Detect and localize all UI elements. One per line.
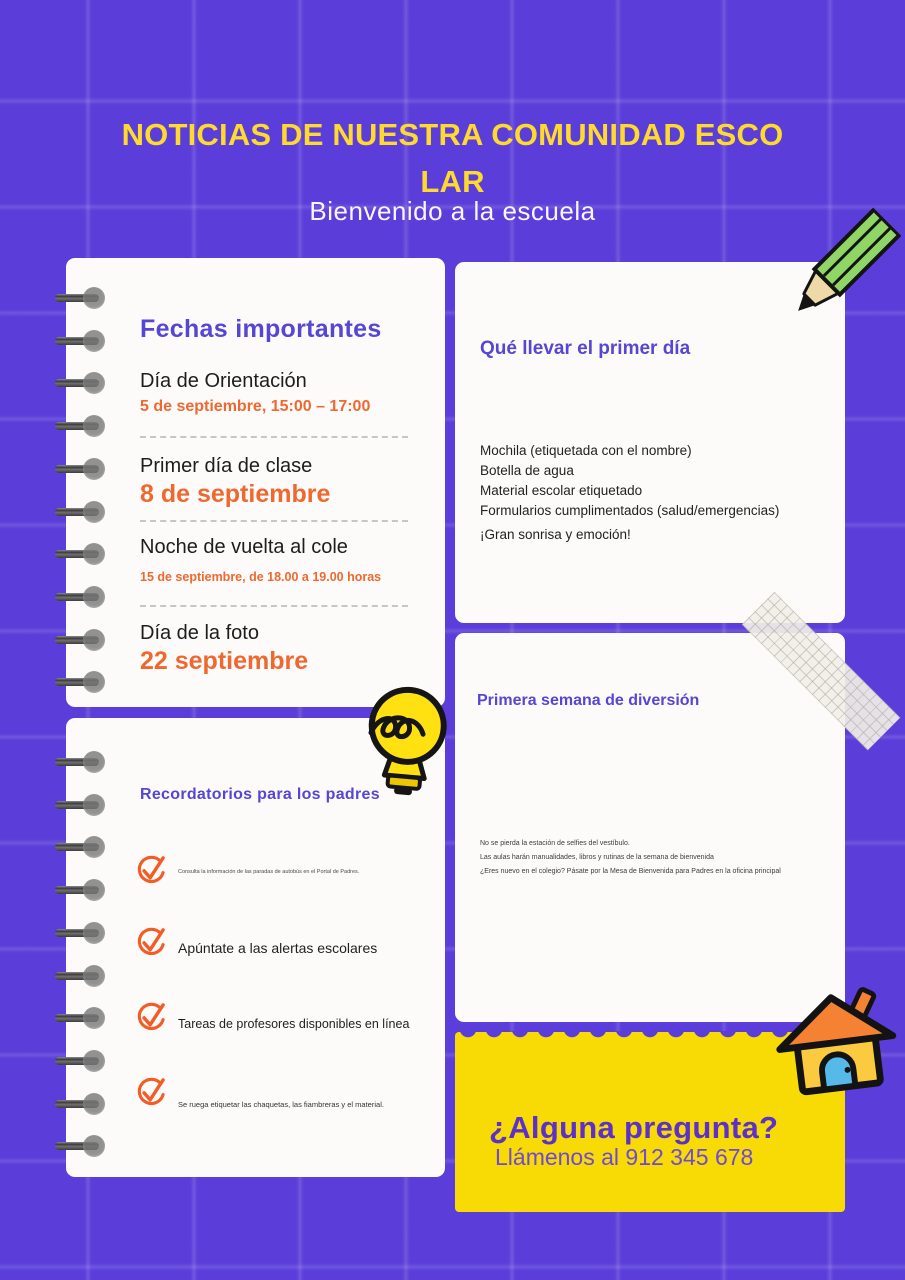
important-dates-card	[66, 258, 445, 707]
spiral-ring	[55, 879, 107, 901]
page-subtitle: Bienvenido a la escuela	[309, 196, 596, 226]
list-item: Botella de agua	[480, 463, 574, 478]
first-day-heading: Qué llevar el primer día	[480, 337, 691, 359]
spiral-ring	[55, 922, 107, 944]
check-circle-icon	[132, 1073, 170, 1111]
spiral-ring	[55, 671, 107, 693]
spiral-ring	[55, 1007, 107, 1029]
spiral-ring	[55, 836, 107, 858]
event-name: Día de Orientación	[140, 370, 307, 392]
page-title-line1: NOTICIAS DE NUESTRA COMUNIDAD ESCO	[121, 116, 784, 152]
spiral-ring	[55, 629, 107, 651]
spiral-ring	[55, 586, 107, 608]
page-title-line2: LAR	[420, 163, 485, 199]
spiral-ring	[55, 543, 107, 565]
reminders-heading: Recordatorios para los padres	[140, 786, 380, 804]
list-item: Material escolar etiquetado	[480, 483, 643, 498]
first-week-heading: Primera semana de diversión	[477, 692, 700, 710]
questions-heading: ¿Alguna pregunta?	[489, 1109, 779, 1145]
spiral-ring	[55, 1135, 107, 1157]
event-detail: 5 de septiembre, 15:00 – 17:00	[140, 398, 371, 415]
spiral-ring	[55, 751, 107, 773]
spiral-ring	[55, 415, 107, 437]
spiral-ring	[55, 330, 107, 352]
spiral-ring	[55, 458, 107, 480]
spiral-ring	[55, 372, 107, 394]
list-item: Las aulas harán manualidades, libros y rutinas de la semana de bienvenida	[480, 854, 714, 861]
event-detail: 15 de septiembre, de 18.00 a 19.00 horas	[140, 570, 382, 584]
spiral-binding	[55, 718, 115, 1177]
spiral-ring	[55, 1050, 107, 1072]
reminder-item: Apúntate a las alertas escolares	[178, 940, 378, 956]
check-circle-icon	[132, 998, 170, 1036]
reminder-item: Se ruega etiquetar las chaquetas, las fiambreras y el material.	[178, 1100, 384, 1109]
event-name: Primer día de clase	[140, 455, 313, 477]
event-name: Noche de vuelta al cole	[140, 536, 348, 558]
list-item: ¿Eres nuevo en el colegio? Pásate por la Mesa de Bienvenida para Padres en la oficina principal	[480, 868, 781, 875]
reminder-item: Consulta la información de las paradas de autobús en el Portal de Padres.	[178, 869, 360, 875]
event-detail: 22 septiembre	[140, 647, 309, 675]
dashed-divider	[140, 605, 408, 607]
list-item: No se pierda la estación de selfies del vestíbulo.	[480, 840, 630, 847]
dashed-divider	[140, 436, 408, 438]
event-detail: 8 de septiembre	[140, 480, 331, 508]
list-item: Formularios cumplimentados (salud/emergencias)	[480, 503, 780, 518]
check-circle-icon	[132, 923, 170, 961]
spiral-ring	[55, 794, 107, 816]
dashed-divider	[140, 520, 408, 522]
spiral-ring	[55, 501, 107, 523]
spiral-ring	[55, 965, 107, 987]
phone-line: Llámenos al 912 345 678	[495, 1144, 754, 1170]
spiral-binding	[55, 258, 115, 707]
event-name: Día de la foto	[140, 622, 259, 644]
spiral-ring	[55, 287, 107, 309]
first-week-card	[455, 633, 845, 1022]
page-title	[0, 111, 905, 205]
reminder-item: Tareas de profesores disponibles en línea	[178, 1017, 410, 1031]
list-item: Mochila (etiquetada con el nombre)	[480, 443, 692, 458]
spiral-ring	[55, 1093, 107, 1115]
first-day-card	[455, 262, 845, 623]
check-circle-icon	[132, 851, 170, 889]
list-item: ¡Gran sonrisa y emoción!	[480, 527, 631, 542]
lightbulb-icon	[351, 680, 466, 801]
house-icon	[752, 977, 905, 1102]
dates-heading: Fechas importantes	[140, 314, 382, 343]
